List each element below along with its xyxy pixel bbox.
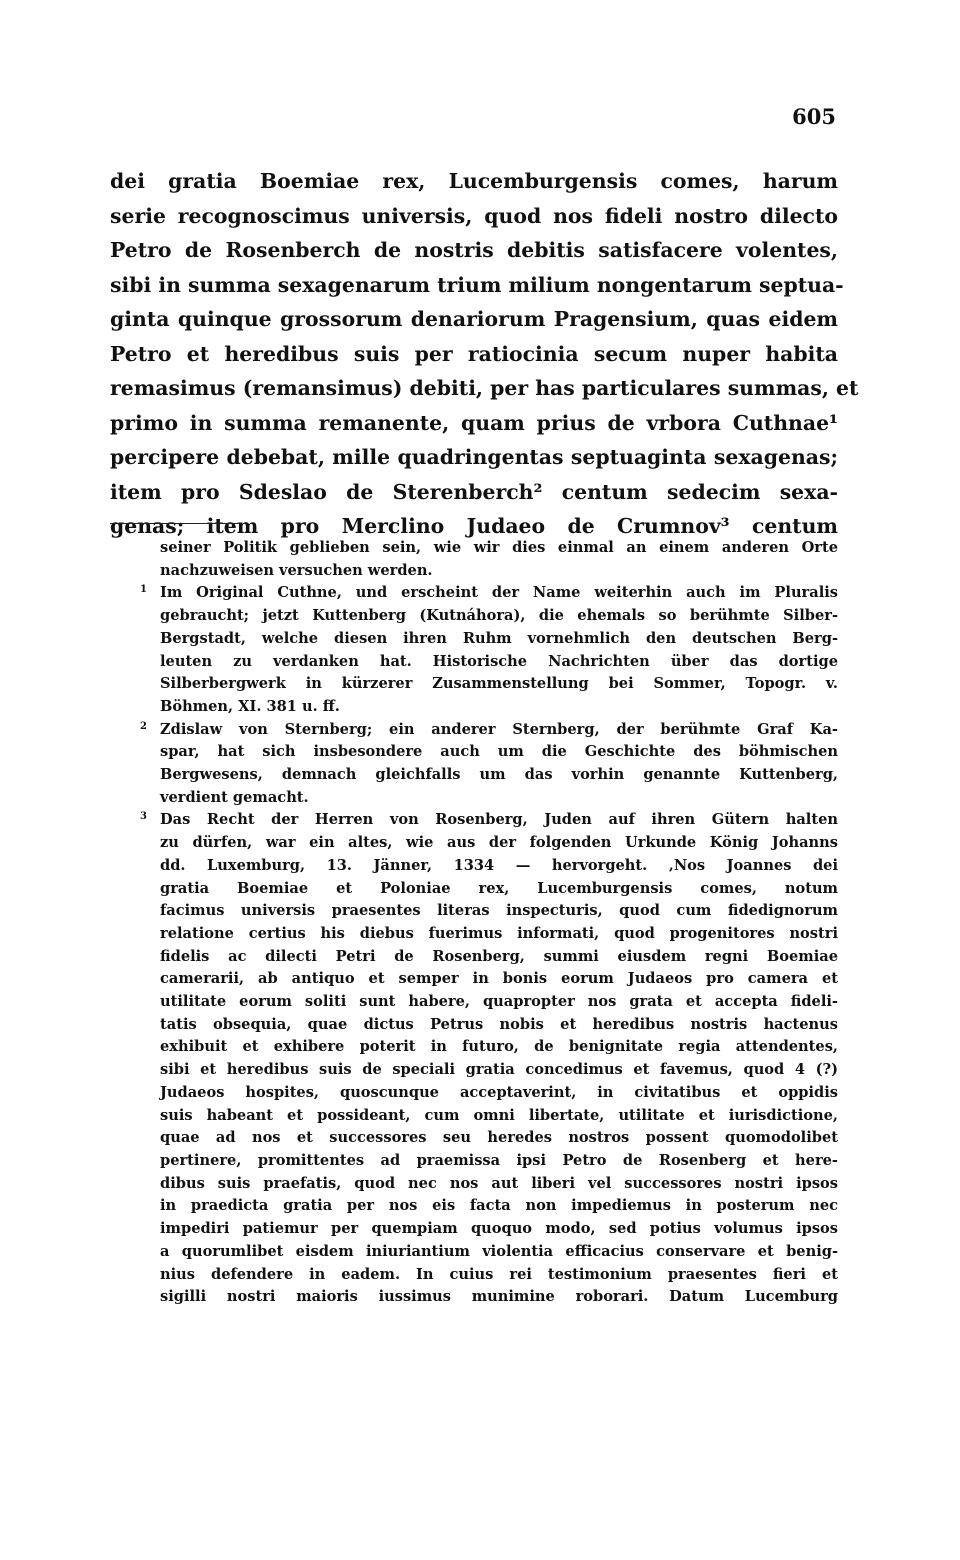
footnote-line: Bergstadt, welche diesen ihren Ruhm vornehmlich den deutschen Berg-: [160, 629, 838, 647]
footnote-line: nius defendere in eadem. In cuius rei testimonium praesentes fieri et: [160, 1265, 838, 1283]
footnote-line: seiner Politik geblieben sein, wie wir dies einmal an einem anderen Orte: [160, 539, 838, 556]
main-line: sibi in summa sexagenarum trium milium nongentarum septua-: [110, 272, 844, 297]
footnote-marker: 2: [140, 720, 147, 732]
footnote-line: quae ad nos et successores seu heredes nostros possent quomodolibet: [160, 1129, 838, 1147]
footnote-line: fidelis ac dilecti Petri de Rosenberg, summi eiusdem regni Boemiae: [160, 947, 838, 965]
footnote-3: [140, 809, 838, 1308]
main-text: [110, 164, 859, 544]
footnote-line: spar, hat sich insbesondere auch um die Geschichte des böhmischen: [160, 743, 838, 761]
footnote-line: impediri patiemur per quempiam quoquo modo, sed potius volumus ipsos: [160, 1220, 838, 1238]
main-line: Petro et heredibus suis per ratiocinia secum nuper habita: [110, 341, 838, 366]
footnote-1: [140, 582, 838, 718]
footnote-line: Bergwesens, demnach gleichfalls um das vorhin genannte Kuttenberg,: [160, 766, 838, 784]
footnote-line: Das Recht der Herren von Rosenberg, Juden auf ihren Gütern halten: [160, 811, 838, 829]
main-line: remasimus (remansimus) debiti, per has particulares summas, et: [110, 376, 859, 400]
footnote-line: Böhmen, XI. 381 u. ff.: [160, 697, 340, 715]
footnote-line: a quorumlibet eisdem iniuriantium violentia efficacius conservare et benig-: [160, 1242, 838, 1260]
footnote-line: pertinere, promittentes ad praemissa ipsi Petro de Rosenberg et here-: [160, 1151, 838, 1169]
footnote-continued: [160, 537, 838, 582]
footnote-line: utilitate eorum soliti sunt habere, quapropter nos grata et accepta fideli-: [160, 993, 838, 1011]
main-line: percipere debebat, mille quadringentas septuaginta sexagenas;: [110, 445, 838, 469]
footnote-line: in praedicta gratia per nos eis facta non impediemus in posterum nec: [160, 1197, 838, 1215]
footnote-line: relatione certius his diebus fuerimus informati, quod progenitores nostri: [160, 924, 838, 942]
footnote-line: Silberbergwerk in kürzerer Zusammenstellung bei Sommer, Topogr. v.: [160, 675, 838, 693]
footnote-line: leuten zu verdanken hat. Historische Nachrichten über das dortige: [160, 652, 838, 670]
footnote-2: [140, 719, 838, 810]
footnotes: [140, 537, 838, 1309]
page-number: 605: [792, 104, 836, 129]
main-line: serie recognoscimus universis, quod nos fideli nostro dilecto: [110, 203, 838, 228]
footnote-line: facimus universis praesentes literas inspecturis, quod cum fidedignorum: [160, 902, 838, 920]
main-line: Petro de Rosenberch de nostris debitis satisfacere volentes,: [110, 238, 838, 262]
footnote-line: gratia Boemiae et Poloniae rex, Lucemburgensis comes, notum: [160, 879, 838, 897]
main-line: genas; item pro Merclino Judaeo de Crumnov³ centum: [110, 514, 838, 538]
footnote-line: exhibuit et exhibere poterit in futuro, de benignitate regia attendentes,: [160, 1038, 838, 1056]
footnote-line: sigilli nostri maioris iussimus munimine roborari. Datum Lucemburg: [160, 1288, 838, 1306]
footnote-line: tatis obsequia, quae dictus Petrus nobis et heredibus nostris hactenus: [160, 1015, 838, 1033]
footnote-line: verdient gemacht.: [160, 788, 309, 806]
footnote-line: nachzuweisen versuchen werden.: [160, 561, 433, 579]
main-line: primo in summa remanente, quam prius de vrbora Cuthnae¹: [110, 410, 838, 435]
main-line: dei gratia Boemiae rex, Lucemburgensis comes, harum: [110, 169, 838, 193]
footnote-line: dibus suis praefatis, quod nec nos aut liberi vel successores nostri ipsos: [160, 1174, 838, 1192]
footnote-line: camerarii, ab antiquo et semper in bonis eorum Judaeos pro camera et: [160, 970, 838, 988]
footnote-marker: 3: [140, 811, 147, 823]
footnote-line: sibi et heredibus suis de speciali gratia concedimus et favemus, quod 4 (?): [160, 1061, 838, 1079]
footnote-separator: [110, 523, 238, 524]
footnote-line: Zdislaw von Sternberg; ein anderer Sternberg, der berühmte Graf Ka-: [160, 720, 838, 738]
footnote-line: gebraucht; jetzt Kuttenberg (Kutnáhora), die ehemals so berühmte Silber-: [160, 607, 838, 625]
footnote-line: dd. Luxemburg, 13. Jänner, 1334 — hervorgeht. ‚Nos Joannes dei: [160, 856, 838, 874]
main-line: item pro Sdeslao de Sterenberch² centum sedecim sexa-: [110, 479, 838, 504]
footnote-line: Judaeos hospites, quoscunque acceptaverint, in civitatibus et oppidis: [160, 1083, 838, 1101]
main-line: ginta quinque grossorum denariorum Pragensium, quas eidem: [110, 307, 838, 331]
footnote-line: zu dürfen, war ein altes, wie aus der folgenden Urkunde König Johanns: [160, 834, 838, 852]
footnote-line: suis habeant et possideant, cum omni libertate, utilitate et iurisdictione,: [160, 1106, 838, 1124]
footnote-line: Im Original Cuthne, und erscheint der Name weiterhin auch im Pluralis: [160, 584, 838, 602]
footnote-marker: 1: [140, 584, 147, 596]
